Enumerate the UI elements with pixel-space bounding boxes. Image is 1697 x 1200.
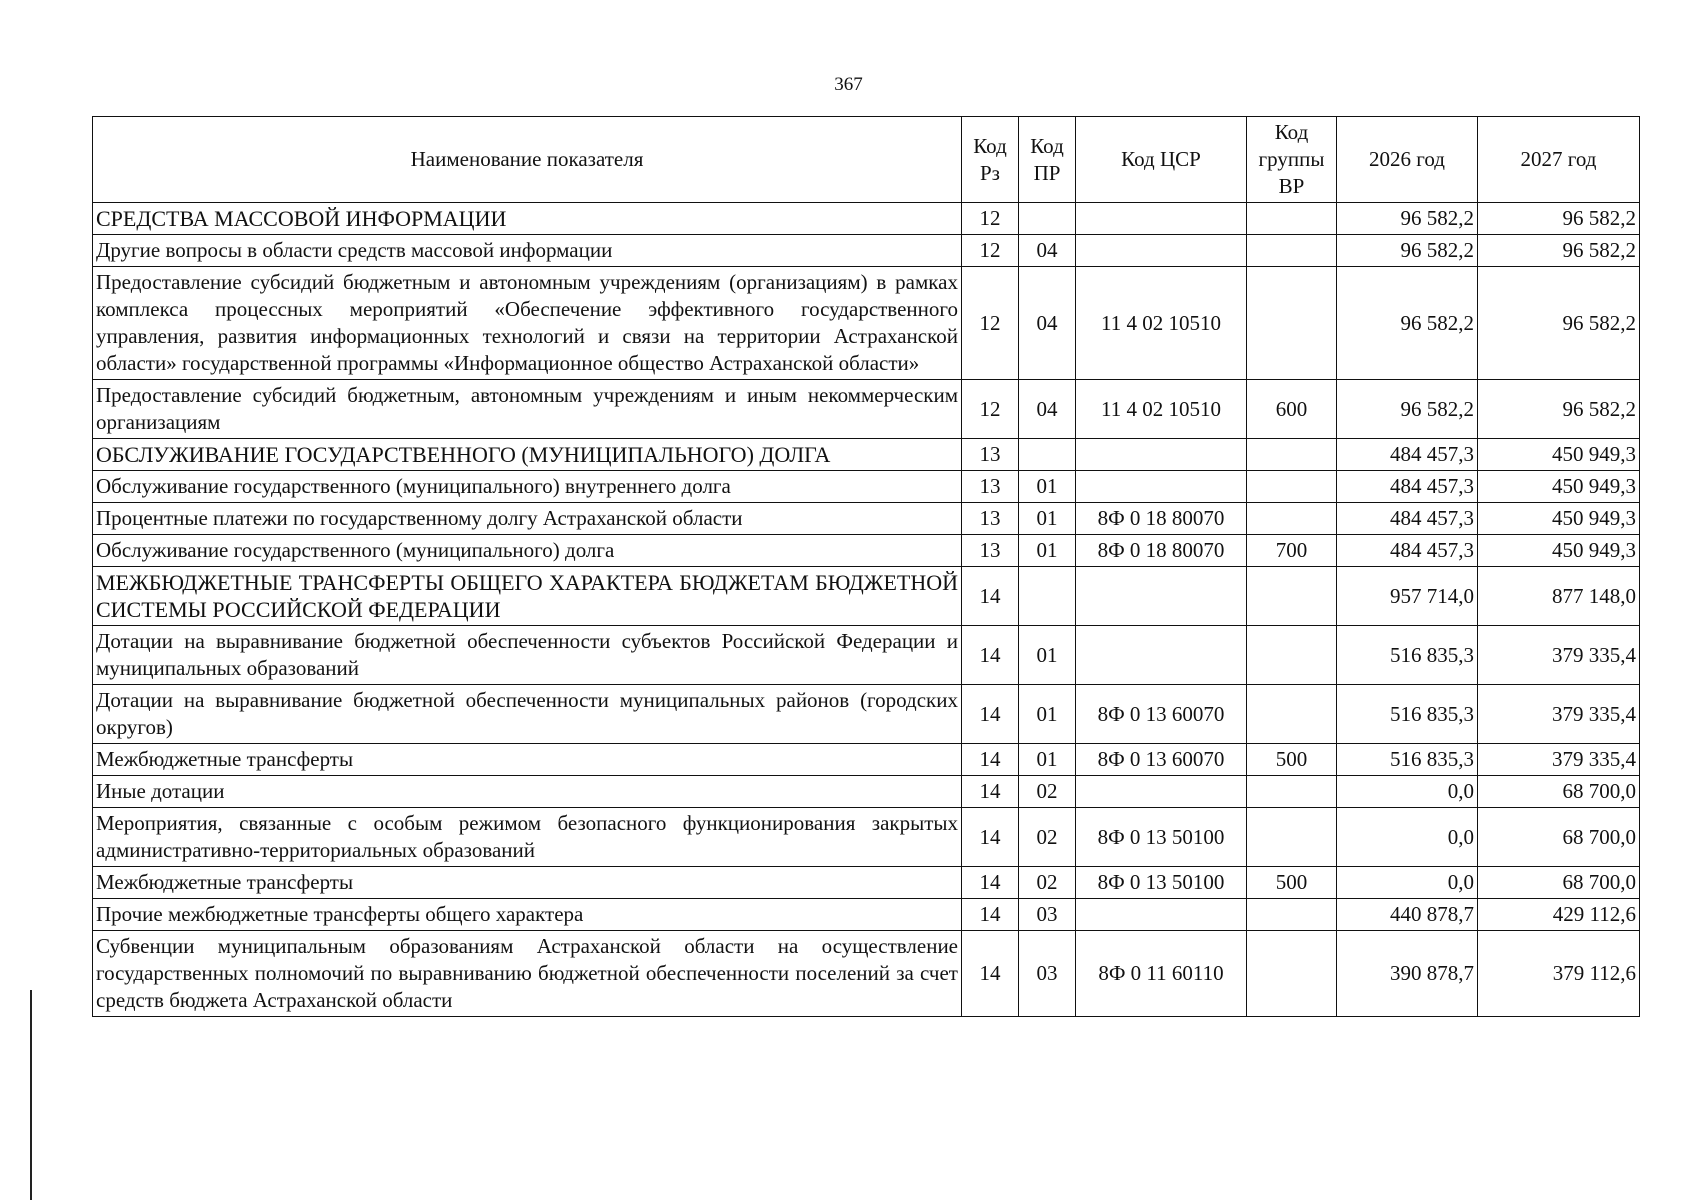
cell-2027: 68 700,0: [1478, 867, 1640, 899]
table-row: [93, 471, 1640, 503]
cell-rz: 12: [962, 203, 1019, 235]
table-row: [93, 439, 1640, 471]
cell-2026: 440 878,7: [1337, 899, 1478, 931]
cell-2027: 68 700,0: [1478, 776, 1640, 808]
cell-rz: 14: [962, 776, 1019, 808]
cell-2027: 96 582,2: [1478, 380, 1640, 439]
cell-2027: 450 949,3: [1478, 535, 1640, 567]
cell-2027: 877 148,0: [1478, 567, 1640, 626]
table-row: [93, 535, 1640, 567]
cell-csr: 11 4 02 10510: [1076, 267, 1247, 380]
table-row: [93, 203, 1640, 235]
cell-2026: 484 457,3: [1337, 503, 1478, 535]
cell-2026: 96 582,2: [1337, 235, 1478, 267]
cell-vr: [1247, 899, 1337, 931]
table-row: [93, 380, 1640, 439]
cell-2027: 96 582,2: [1478, 203, 1640, 235]
cell-rz: 14: [962, 808, 1019, 867]
cell-csr: 8Ф 0 18 80070: [1076, 535, 1247, 567]
cell-rz: 12: [962, 380, 1019, 439]
table-row: [93, 567, 1640, 626]
cell-name: Дотации на выравнивание бюджетной обеспеченности муниципальных районов (городских округов): [93, 685, 962, 744]
table-row: [93, 626, 1640, 685]
cell-2026: 0,0: [1337, 808, 1478, 867]
cell-rz: 12: [962, 267, 1019, 380]
margin-line: [30, 990, 32, 1200]
cell-name: Предоставление субсидий бюджетным и автономным учреждениям (организациям) в рамках комплекса процессных мероприятий «Обеспечение эффективного государственного управления, развития информационных технологий и связи на территории Астраханской области» государственной программы «Информационное общество Астраханской области»: [93, 267, 962, 380]
cell-rz: 14: [962, 744, 1019, 776]
cell-pr: 01: [1019, 685, 1076, 744]
table-row: [93, 267, 1640, 380]
cell-name: МЕЖБЮДЖЕТНЫЕ ТРАНСФЕРТЫ ОБЩЕГО ХАРАКТЕРА БЮДЖЕТАМ БЮДЖЕТНОЙ СИСТЕМЫ РОССИЙСКОЙ ФЕДЕРАЦИИ: [93, 567, 962, 626]
cell-2027: 450 949,3: [1478, 471, 1640, 503]
cell-csr: [1076, 626, 1247, 685]
cell-rz: 12: [962, 235, 1019, 267]
cell-name: Дотации на выравнивание бюджетной обеспеченности субъектов Российской Федерации и муниципальных образований: [93, 626, 962, 685]
cell-pr: 03: [1019, 899, 1076, 931]
cell-2026: 516 835,3: [1337, 626, 1478, 685]
cell-name: Мероприятия, связанные с особым режимом безопасного функционирования закрытых административно-территориальных образований: [93, 808, 962, 867]
table-row: [93, 931, 1640, 1017]
header-2027: 2027 год: [1478, 117, 1640, 203]
cell-2026: 484 457,3: [1337, 439, 1478, 471]
header-name: Наименование показателя: [93, 117, 962, 203]
cell-2027: 379 335,4: [1478, 626, 1640, 685]
cell-rz: 13: [962, 471, 1019, 503]
cell-name: ОБСЛУЖИВАНИЕ ГОСУДАРСТВЕННОГО (МУНИЦИПАЛЬНОГО) ДОЛГА: [93, 439, 962, 471]
cell-2027: 379 335,4: [1478, 685, 1640, 744]
header-2026: 2026 год: [1337, 117, 1478, 203]
cell-csr: 8Ф 0 18 80070: [1076, 503, 1247, 535]
cell-vr: [1247, 931, 1337, 1017]
cell-2027: 429 112,6: [1478, 899, 1640, 931]
cell-csr: [1076, 899, 1247, 931]
cell-csr: 8Ф 0 13 60070: [1076, 685, 1247, 744]
cell-2026: 957 714,0: [1337, 567, 1478, 626]
cell-csr: [1076, 776, 1247, 808]
cell-pr: 03: [1019, 931, 1076, 1017]
cell-2026: 484 457,3: [1337, 535, 1478, 567]
table-body: [93, 203, 1640, 1017]
table-row: [93, 685, 1640, 744]
cell-2027: 379 335,4: [1478, 744, 1640, 776]
cell-vr: [1247, 267, 1337, 380]
header-rz: Код Рз: [962, 117, 1019, 203]
cell-pr: [1019, 203, 1076, 235]
cell-vr: 700: [1247, 535, 1337, 567]
cell-2026: 0,0: [1337, 867, 1478, 899]
cell-csr: [1076, 471, 1247, 503]
table-row: [93, 744, 1640, 776]
cell-2026: 484 457,3: [1337, 471, 1478, 503]
cell-pr: 04: [1019, 267, 1076, 380]
cell-csr: 8Ф 0 13 60070: [1076, 744, 1247, 776]
cell-csr: 8Ф 0 13 50100: [1076, 808, 1247, 867]
cell-2026: 390 878,7: [1337, 931, 1478, 1017]
cell-csr: [1076, 203, 1247, 235]
cell-vr: [1247, 439, 1337, 471]
cell-rz: 13: [962, 503, 1019, 535]
cell-csr: 11 4 02 10510: [1076, 380, 1247, 439]
cell-2027: 379 112,6: [1478, 931, 1640, 1017]
cell-2027: 450 949,3: [1478, 439, 1640, 471]
cell-name: Предоставление субсидий бюджетным, автономным учреждениям и иным некоммерческим организациям: [93, 380, 962, 439]
header-csr: Код ЦСР: [1076, 117, 1247, 203]
cell-vr: [1247, 626, 1337, 685]
cell-pr: 02: [1019, 808, 1076, 867]
cell-2026: 0,0: [1337, 776, 1478, 808]
cell-rz: 14: [962, 567, 1019, 626]
cell-vr: [1247, 567, 1337, 626]
cell-csr: [1076, 439, 1247, 471]
table-row: [93, 503, 1640, 535]
cell-name: Прочие межбюджетные трансферты общего характера: [93, 899, 962, 931]
cell-2026: 96 582,2: [1337, 267, 1478, 380]
cell-pr: 01: [1019, 535, 1076, 567]
cell-pr: 02: [1019, 776, 1076, 808]
cell-name: Иные дотации: [93, 776, 962, 808]
cell-pr: 01: [1019, 744, 1076, 776]
header-pr: Код ПР: [1019, 117, 1076, 203]
cell-vr: 500: [1247, 744, 1337, 776]
cell-pr: [1019, 439, 1076, 471]
cell-name: Другие вопросы в области средств массовой информации: [93, 235, 962, 267]
budget-table: [92, 116, 1640, 1017]
cell-rz: 13: [962, 535, 1019, 567]
cell-vr: 600: [1247, 380, 1337, 439]
cell-rz: 14: [962, 626, 1019, 685]
cell-rz: 14: [962, 867, 1019, 899]
header-vr: Код группы ВР: [1247, 117, 1337, 203]
table-row: [93, 867, 1640, 899]
cell-name: Обслуживание государственного (муниципального) долга: [93, 535, 962, 567]
cell-rz: 14: [962, 899, 1019, 931]
cell-vr: [1247, 808, 1337, 867]
cell-2026: 516 835,3: [1337, 685, 1478, 744]
cell-2026: 96 582,2: [1337, 203, 1478, 235]
cell-pr: 04: [1019, 235, 1076, 267]
cell-pr: 01: [1019, 471, 1076, 503]
cell-csr: [1076, 567, 1247, 626]
page-number: 367: [834, 74, 863, 95]
cell-rz: 14: [962, 685, 1019, 744]
cell-pr: 04: [1019, 380, 1076, 439]
table-row: [93, 776, 1640, 808]
cell-2026: 96 582,2: [1337, 380, 1478, 439]
cell-csr: [1076, 235, 1247, 267]
cell-name: Межбюджетные трансферты: [93, 867, 962, 899]
table-header-row: [93, 117, 1640, 203]
cell-2027: 68 700,0: [1478, 808, 1640, 867]
cell-csr: 8Ф 0 13 50100: [1076, 867, 1247, 899]
cell-vr: 500: [1247, 867, 1337, 899]
cell-vr: [1247, 235, 1337, 267]
cell-2027: 96 582,2: [1478, 235, 1640, 267]
table-row: [93, 899, 1640, 931]
cell-vr: [1247, 203, 1337, 235]
cell-vr: [1247, 685, 1337, 744]
cell-2026: 516 835,3: [1337, 744, 1478, 776]
cell-name: СРЕДСТВА МАССОВОЙ ИНФОРМАЦИИ: [93, 203, 962, 235]
cell-name: Процентные платежи по государственному долгу Астраханской области: [93, 503, 962, 535]
cell-vr: [1247, 776, 1337, 808]
cell-csr: 8Ф 0 11 60110: [1076, 931, 1247, 1017]
cell-vr: [1247, 471, 1337, 503]
cell-rz: 14: [962, 931, 1019, 1017]
cell-pr: 01: [1019, 626, 1076, 685]
table-row: [93, 235, 1640, 267]
cell-pr: 02: [1019, 867, 1076, 899]
cell-pr: [1019, 567, 1076, 626]
cell-pr: 01: [1019, 503, 1076, 535]
cell-name: Межбюджетные трансферты: [93, 744, 962, 776]
table-row: [93, 808, 1640, 867]
cell-vr: [1247, 503, 1337, 535]
cell-2027: 450 949,3: [1478, 503, 1640, 535]
cell-name: Субвенции муниципальным образованиям Астраханской области на осуществление государственных полномочий по выравниванию бюджетной обеспеченности поселений за счет средств бюджета Астраханской области: [93, 931, 962, 1017]
cell-name: Обслуживание государственного (муниципального) внутреннего долга: [93, 471, 962, 503]
cell-rz: 13: [962, 439, 1019, 471]
cell-2027: 96 582,2: [1478, 267, 1640, 380]
